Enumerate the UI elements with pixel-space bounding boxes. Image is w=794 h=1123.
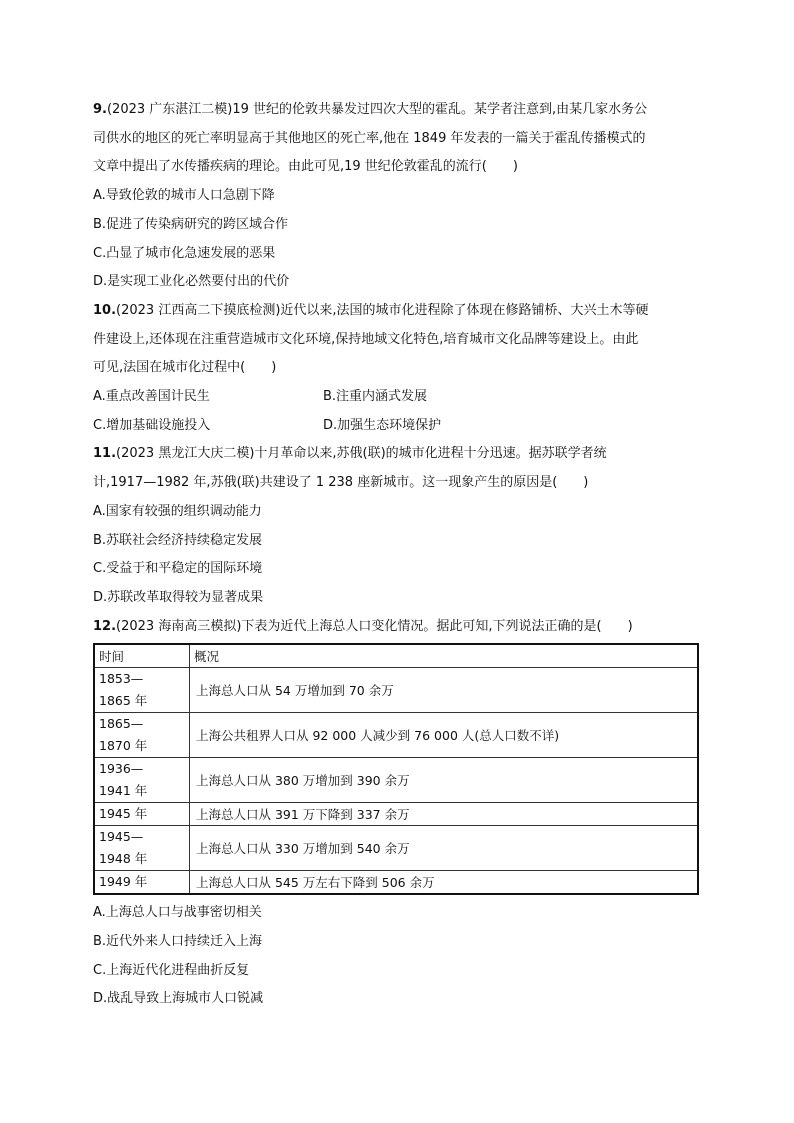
table-header-time: 时间 [94, 644, 190, 668]
table-cell-desc: 上海总人口从 545 万左右下降到 506 余万 [190, 871, 699, 895]
table-row [94, 871, 698, 895]
table-row [94, 826, 698, 871]
question-stem-line: 文章中提出了水传播疾病的理论。由此可见,19 世纪伦敦霍乱的流行( ) [93, 159, 518, 175]
table-cell-time: 1945 年 [94, 803, 190, 826]
question-stem-line: 可见,法国在城市化过程中( ) [93, 360, 277, 376]
table-row [94, 668, 698, 713]
option-a[interactable]: A.国家有较强的组织调动能力 [93, 503, 262, 519]
table-cell-time: 1936— 1941 年 [94, 758, 190, 803]
option-d[interactable]: D.是实现工业化必然要付出的代价 [93, 274, 290, 290]
question-number: 9. [93, 102, 107, 117]
table-cell-desc: 上海总人口从 391 万下降到 337 余万 [190, 803, 699, 826]
option-d[interactable]: D.苏联改革取得较为显著成果 [93, 589, 264, 605]
option-row [93, 412, 703, 441]
option-row [93, 383, 703, 412]
table-cell-time: 1865— 1870 年 [94, 713, 190, 758]
table-row [94, 713, 698, 758]
option-c[interactable]: C.凸显了城市化急速发展的恶果 [93, 245, 276, 261]
table-cell-time: 1945— 1948 年 [94, 826, 190, 871]
worksheet-page [93, 96, 703, 1014]
option-c[interactable]: C.增加基础设施投入 [93, 417, 211, 433]
table-header-desc: 概况 [190, 644, 699, 668]
question-number: 11. [93, 446, 117, 462]
table-cell-time: 1949 年 [94, 871, 190, 895]
option-a[interactable]: A.导致伦敦的城市人口急剧下降 [93, 188, 275, 204]
option-b[interactable]: B.近代外来人口持续迁入上海 [93, 934, 263, 950]
question-stem-line: 9.(2023 广东湛江二模)19 世纪的伦敦共暴发过四次大型的霍乱。某学者注意到,由某几家水务公 [93, 102, 648, 117]
question-11 [93, 440, 703, 612]
option-b[interactable]: B.促进了传染病研究的跨区域合作 [93, 216, 289, 232]
table-cell-desc: 上海总人口从 54 万增加到 70 余万 [190, 668, 699, 713]
question-number: 10. [93, 302, 117, 318]
question-10 [93, 297, 703, 441]
question-stem-line: 司供水的地区的死亡率明显高于其他地区的死亡率,他在 1849 年发表的一篇关于霍乱传播模式的 [93, 130, 646, 146]
table-cell-desc: 上海公共租界人口从 92 000 人减少到 76 000 人(总人口数不详) [190, 713, 699, 758]
option-b[interactable]: B.注重内涵式发展 [323, 389, 428, 405]
table-cell-time: 1853— 1865 年 [94, 668, 190, 713]
option-c[interactable]: C.上海近代化进程曲折反复 [93, 962, 250, 978]
question-stem-line: 件建设上,还体现在注重营造城市文化环境,保持地域文化特色,培育城市文化品牌等建设上。由此 [93, 331, 639, 347]
question-stem-line: 10.(2023 江西高二下摸底检测)近代以来,法国的城市化进程除了体现在修路铺桥、大兴土木等硬 [93, 302, 649, 318]
table-header-row [94, 644, 698, 668]
table-cell-desc: 上海总人口从 330 万增加到 540 余万 [190, 826, 699, 871]
question-stem-line: 计,1917—1982 年,苏俄(联)共建设了 1 238 座新城市。这一现象产生的原因是( ) [93, 475, 589, 491]
option-a[interactable]: A.上海总人口与战事密切相关 [93, 905, 262, 921]
population-table [93, 643, 699, 895]
question-12 [93, 613, 703, 1015]
option-a[interactable]: A.重点改善国计民生 [93, 389, 210, 405]
question-9 [93, 96, 703, 297]
option-d[interactable]: D.加强生态环境保护 [323, 417, 442, 433]
option-d[interactable]: D.战乱导致上海城市人口锐减 [93, 991, 264, 1007]
table-cell-desc: 上海总人口从 380 万增加到 390 余万 [190, 758, 699, 803]
question-stem-line: 11.(2023 黑龙江大庆二模)十月革命以来,苏俄(联)的城市化进程十分迅速。据苏联学者统 [93, 446, 607, 462]
question-stem-line: 12.(2023 海南高三模拟)下表为近代上海总人口变化情况。据此可知,下列说法正确的是( ) [93, 618, 633, 634]
table-row [94, 803, 698, 826]
option-b[interactable]: B.苏联社会经济持续稳定发展 [93, 532, 263, 548]
table-row [94, 758, 698, 803]
question-number: 12. [93, 618, 117, 634]
option-c[interactable]: C.受益于和平稳定的国际环境 [93, 561, 263, 577]
